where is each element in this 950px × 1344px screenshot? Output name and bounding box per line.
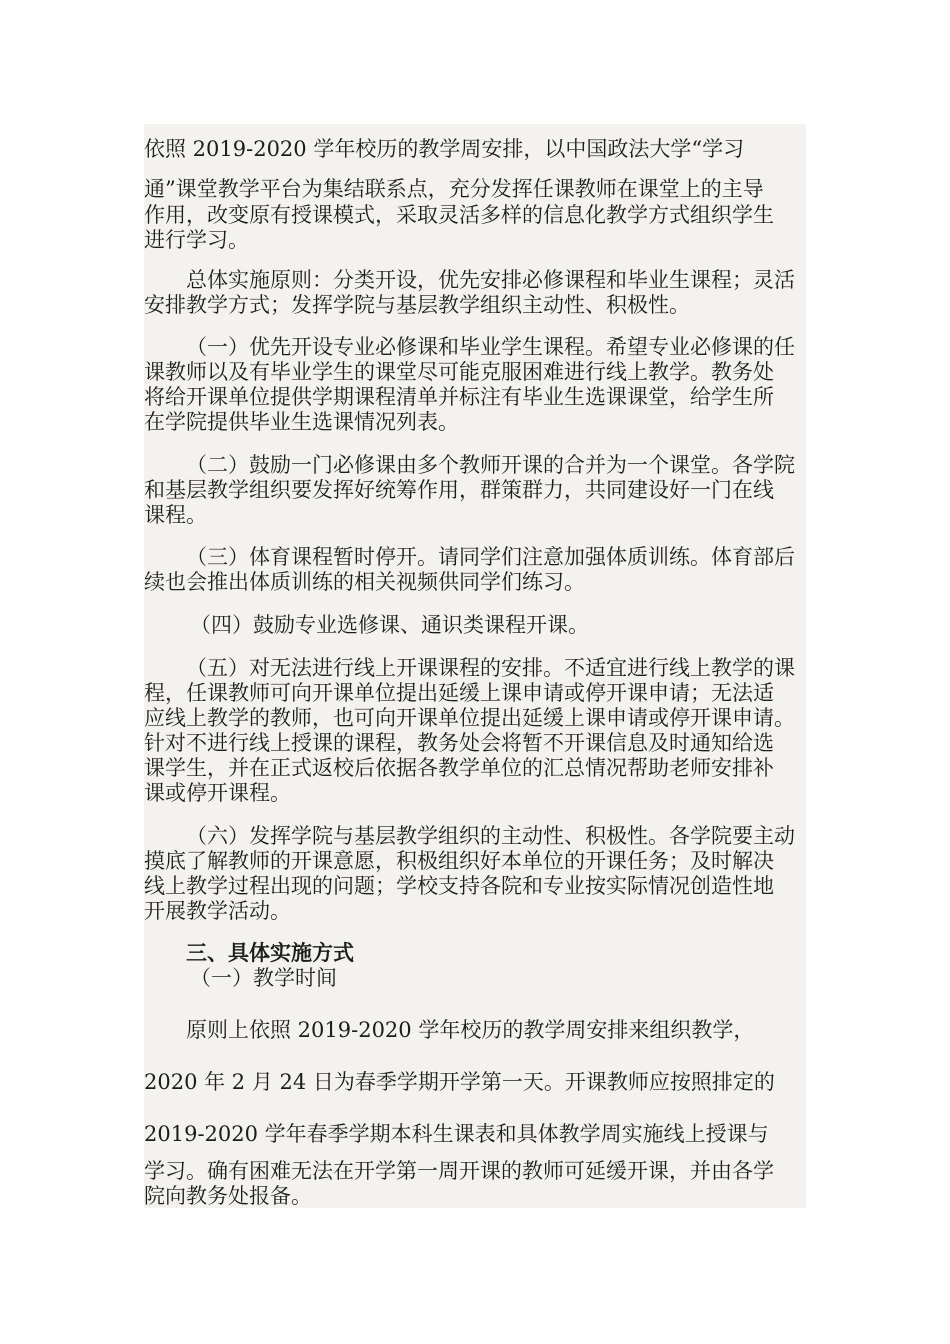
timing-line-4: 学习。确有困难无法在开学第一周开课的教师可延缓开课，并由各学: [144, 1159, 774, 1183]
timing-line-1: 原则上依照 2019-2020 学年校历的教学周安排来组织教学，: [186, 1018, 755, 1042]
paragraph-1-line-2: 通”课堂教学平台为集结联系点，充分发挥任课教师在课堂上的主导: [144, 177, 764, 201]
item-1-line-4: 在学院提供毕业生选课情况列表。: [144, 410, 459, 434]
item-5-line-5: 课学生，并在正式返校后依据各教学单位的汇总情况帮助老师安排补: [144, 756, 774, 780]
item-2-line-1: （二）鼓励一门必修课由多个教师开课的合并为一个课堂。各学院: [186, 453, 795, 477]
item-1-line-1: （一）优先开设专业必修课和毕业学生课程。希望专业必修课的任: [186, 335, 795, 359]
item-6-line-1: （六）发挥学院与基层教学组织的主动性、积极性。各学院要主动: [186, 824, 795, 848]
item-3-line-2: 续也会推出体质训练的相关视频供同学们练习。: [144, 570, 585, 594]
item-6-line-2: 摸底了解教师的开课意愿，积极组织好本单位的开课任务；及时解决: [144, 849, 774, 873]
item-3-line-1: （三）体育课程暂时停开。请同学们注意加强体质训练。体育部后: [186, 545, 795, 569]
item-6-line-4: 开展教学活动。: [144, 899, 291, 923]
timing-line-3: 2019-2020 学年春季学期本科生课表和具体教学周实施线上授课与: [144, 1122, 769, 1146]
item-5-line-2: 程，任课教师可向开课单位提出延缓上课申请或停开课申请；无法适: [144, 681, 774, 705]
section-heading: 三、具体实施方式: [186, 941, 354, 965]
item-5-line-3: 应线上教学的教师，也可向开课单位提出延缓上课申请或停开课申请。: [144, 706, 795, 730]
paragraph-1-line-4: 进行学习。: [144, 228, 249, 252]
paragraph-1-line-1: 依照 2019-2020 学年校历的教学周安排，以中国政法大学“学习: [144, 137, 745, 161]
item-2-line-2: 和基层教学组织要发挥好统筹作用，群策群力，共同建设好一门在线: [144, 478, 774, 502]
subsection-heading: （一）教学时间: [190, 966, 337, 990]
item-1-line-2: 课教师以及有毕业学生的课堂尽可能克服困难进行线上教学。教务处: [144, 360, 774, 384]
principle-line-1: 总体实施原则：分类开设，优先安排必修课程和毕业生课程；灵活: [186, 268, 795, 292]
item-5-line-4: 针对不进行线上授课的课程，教务处会将暂不开课信息及时通知给选: [144, 731, 774, 755]
timing-line-2: 2020 年 2 月 24 日为春季学期开学第一天。开课教师应按照排定的: [144, 1070, 775, 1094]
item-2-line-3: 课程。: [144, 503, 207, 527]
item-1-line-3: 将给开课单位提供学期课程清单并标注有毕业生选课课堂，给学生所: [144, 385, 774, 409]
principle-line-2: 安排教学方式；发挥学院与基层教学组织主动性、积极性。: [144, 293, 690, 317]
timing-line-5: 院向教务处报备。: [144, 1184, 312, 1208]
paragraph-1-line-3: 作用，改变原有授课模式，采取灵活多样的信息化教学方式组织学生: [144, 203, 774, 227]
item-4-line-1: （四）鼓励专业选修课、通识类课程开课。: [190, 613, 589, 637]
item-5-line-6: 课或停开课程。: [144, 781, 291, 805]
item-5-line-1: （五）对无法进行线上开课课程的安排。不适宜进行线上教学的课: [186, 656, 795, 680]
item-6-line-3: 线上教学过程出现的问题；学校支持各院和专业按实际情况创造性地: [144, 874, 774, 898]
